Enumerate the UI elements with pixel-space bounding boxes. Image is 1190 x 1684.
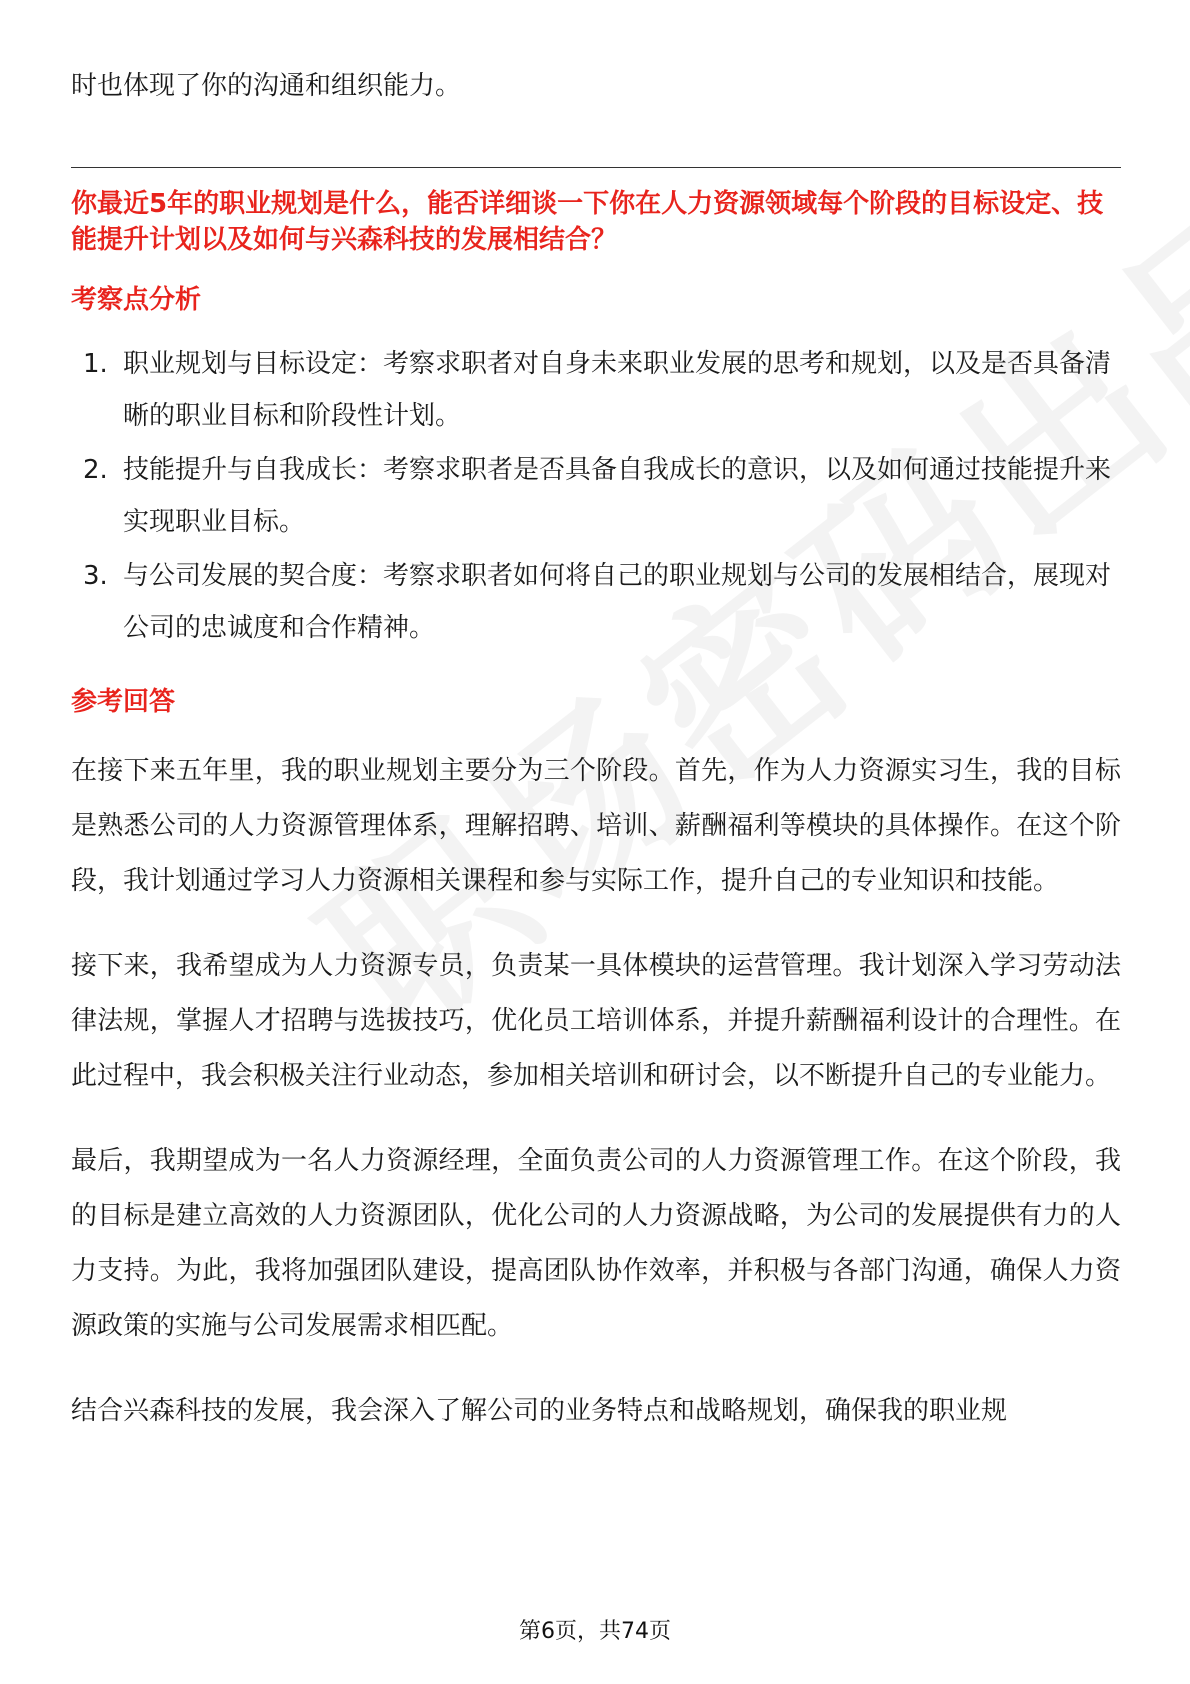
analysis-list [71,338,1121,654]
page-number: 第6页，共74页 [519,1619,671,1644]
answer-paragraph: 最后，我期望成为一名人力资源经理，全面负责公司的人力资源管理工作。在这个阶段，我的目标是建立高效的人力资源团队，优化公司的人力资源战略，为公司的发展提供有力的人力支持。为此，我将加强团队建设，提高团队协作效率，并积极与各部门沟通，确保人力资源政策的实施与公司发展需求相匹配。 [71,1146,1121,1341]
list-item-text: 技能提升与自我成长：考察求职者是否具备自我成长的意识，以及如何通过技能提升来实现职业目标。 [123,455,1112,537]
list-item [71,444,1121,548]
section-divider [71,167,1121,168]
analysis-heading: 考察点分析 [71,285,202,315]
page-content [71,60,1121,1469]
continued-text: 时也体现了你的沟通和组织能力。 [71,71,462,101]
answer-paragraph: 结合兴森科技的发展，我会深入了解公司的业务特点和战略规划，确保我的职业规 [71,1396,1008,1426]
list-item [71,338,1121,442]
list-item-text: 职业规划与目标设定：考察求职者对自身未来职业发展的思考和规划，以及是否具备清晰的职业目标和阶段性计划。 [123,349,1112,431]
answer-paragraph: 接下来，我希望成为人力资源专员，负责某一具体模块的运营管理。我计划深入学习劳动法律法规，掌握人才招聘与选拔技巧，优化员工培训体系，并提升薪酬福利设计的合理性。在此过程中，我会积极关注行业动态，参加相关培训和研讨会，以不断提升自己的专业能力。 [71,951,1121,1091]
list-number: 3. [83,561,108,591]
answer-heading: 参考回答 [71,687,176,717]
answer-paragraph: 在接下来五年里，我的职业规划主要分为三个阶段。首先，作为人力资源实习生，我的目标是熟悉公司的人力资源管理体系，理解招聘、培训、薪酬福利等模块的具体操作。在这个阶段，我计划通过学习人力资源相关课程和参与实际工作，提升自己的专业知识和技能。 [71,756,1121,896]
list-item-text: 与公司发展的契合度：考察求职者如何将自己的职业规划与公司的发展相结合，展现对公司的忠诚度和合作精神。 [123,561,1112,643]
list-number: 2. [83,455,108,485]
list-number: 1. [83,349,108,379]
interview-question: 你最近5年的职业规划是什么，能否详细谈一下你在人力资源领域每个阶段的目标设定、技能提升计划以及如何与兴森科技的发展相结合？ [71,189,1104,255]
list-item [71,550,1121,654]
